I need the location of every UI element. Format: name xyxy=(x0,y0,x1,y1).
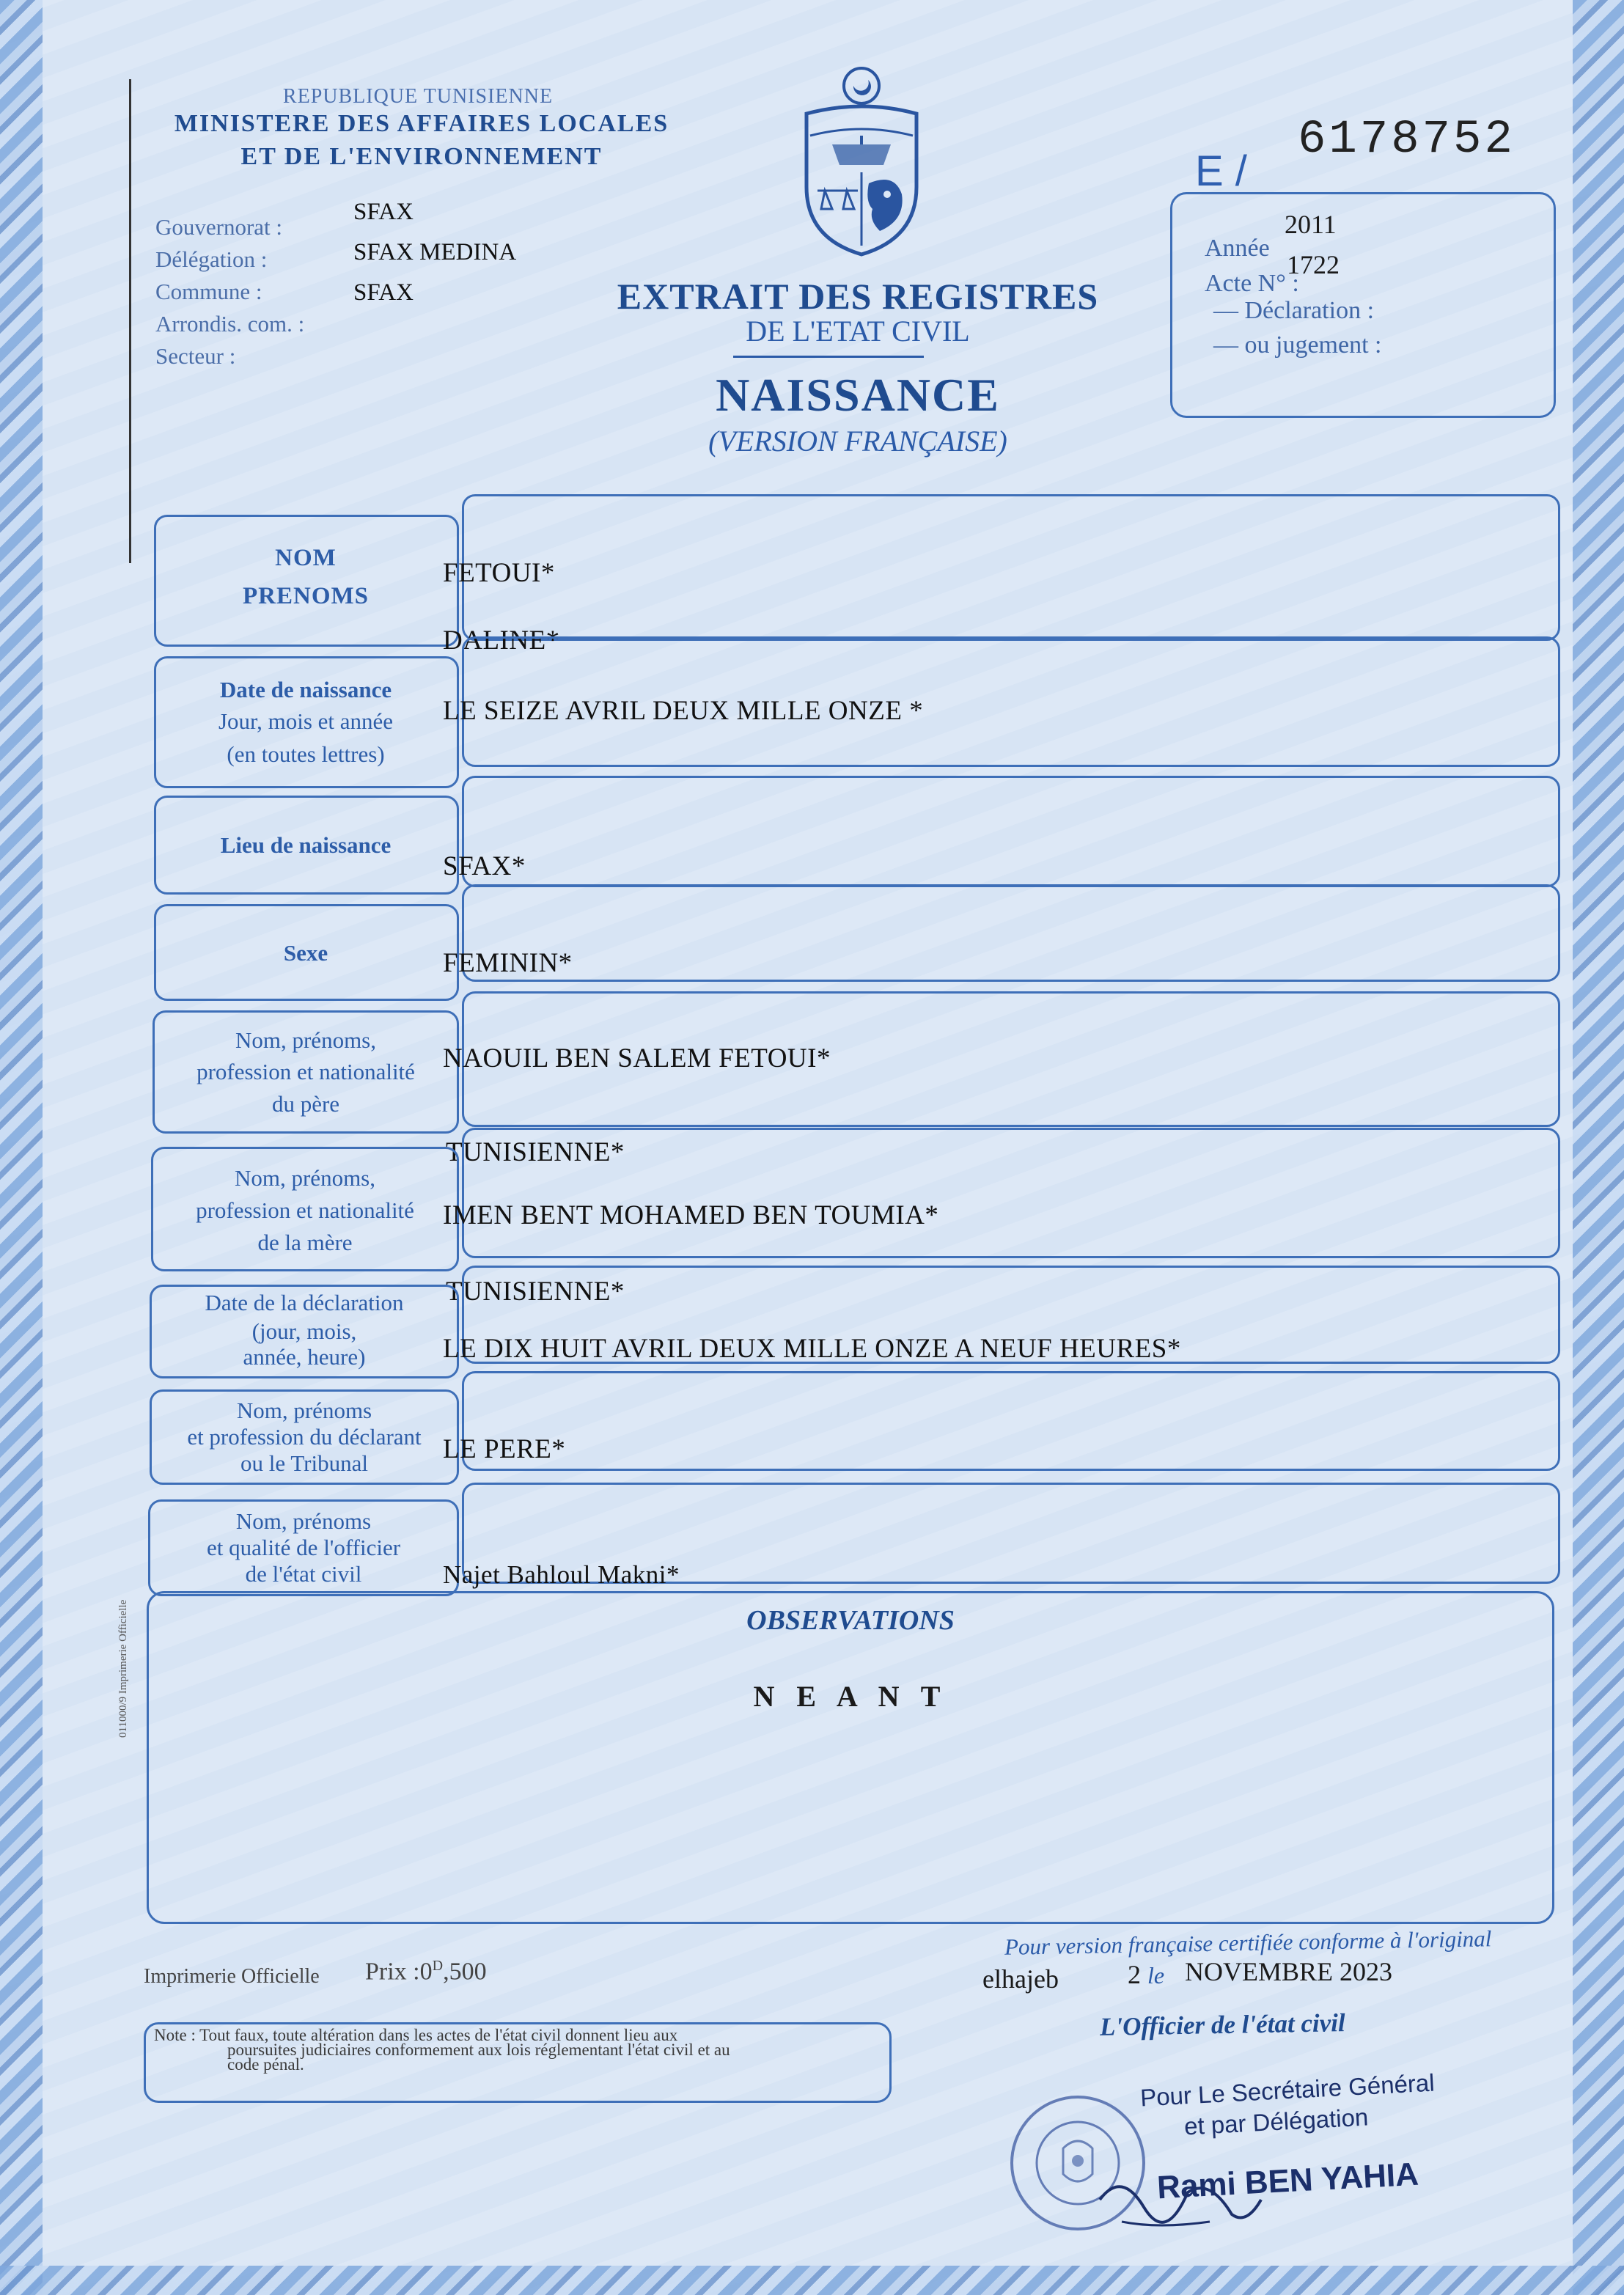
coat-of-arms-icon xyxy=(792,62,931,260)
declarant-label2: et profession du déclarant xyxy=(187,1424,422,1450)
acte-value: 1722 xyxy=(1287,250,1340,279)
nom-value-box xyxy=(462,494,1560,641)
pere-value: NAOUIL BEN SALEM FETOUI* xyxy=(443,1043,831,1073)
guilloche-border-right xyxy=(1573,0,1624,2295)
mere-value: IMEN BENT MOHAMED BEN TOUMIA* xyxy=(443,1200,939,1230)
observations-title: OBSERVATIONS xyxy=(746,1605,955,1636)
side-print-code: 011000/9 Imprimerie Officielle xyxy=(117,1599,129,1738)
date-naissance-label1: Date de naissance xyxy=(219,677,392,702)
note-line2: poursuites judiciaires conformement aux lois réglementant l'état civil et au xyxy=(227,2041,730,2059)
le-label: le xyxy=(1147,1962,1165,1989)
prix-label xyxy=(365,1958,487,1986)
annee-value: 2011 xyxy=(1285,210,1337,239)
officier-value: Najet Bahloul Makni* xyxy=(443,1560,680,1589)
delegation-value: SFAX MEDINA xyxy=(353,239,517,265)
gouvernorat-value: SFAX xyxy=(353,199,414,225)
nom-label: NOM xyxy=(275,545,337,571)
mere-value-box xyxy=(462,1128,1560,1258)
stamp-line2: et par Délégation xyxy=(1183,2103,1370,2140)
lieu-label: Lieu de naissance xyxy=(220,832,392,858)
commune-label: Commune : xyxy=(155,279,262,304)
prix-end: ,500 xyxy=(443,1958,487,1986)
date-naissance-value: LE SEIZE AVRIL DEUX MILLE ONZE * xyxy=(443,696,924,726)
officier-label2: et qualité de l'officier xyxy=(206,1535,401,1560)
title-line1: EXTRAIT DES REGISTRES xyxy=(617,276,1099,317)
sexe-label: Sexe xyxy=(283,940,328,966)
margin-rule xyxy=(129,79,131,563)
annee-label: Année xyxy=(1205,235,1270,262)
declarant-label1: Nom, prénoms xyxy=(236,1398,372,1423)
arrondis-label: Arrondis. com. : xyxy=(155,311,305,337)
serial-prefix: E / xyxy=(1195,147,1247,195)
stamp-line1: Pour Le Secrétaire Général xyxy=(1139,2068,1436,2112)
title-line2: DE L'ETAT CIVIL xyxy=(746,315,970,348)
prenoms-label: PRENOMS xyxy=(243,583,369,609)
nom-label-box xyxy=(154,515,459,647)
officier-label3: de l'état civil xyxy=(245,1561,362,1587)
sexe-value: FEMININ* xyxy=(443,948,573,978)
prenoms-value: DALINE* xyxy=(443,625,560,656)
note-text xyxy=(154,2028,887,2072)
declarant-label3: ou le Tribunal xyxy=(240,1450,368,1476)
commune-value: SFAX xyxy=(353,279,414,306)
title-version: (VERSION FRANÇAISE) xyxy=(708,425,1007,458)
mere-nationalite: TUNISIENNE* xyxy=(446,1277,625,1307)
title-main: NAISSANCE xyxy=(716,369,1000,421)
nom-value: FETOUI* xyxy=(443,558,555,588)
declarant-value-box xyxy=(462,1371,1560,1471)
declaration-label3: année, heure) xyxy=(243,1344,366,1370)
location-values xyxy=(353,192,516,313)
certified-text: Pour version française certifiée conforme à l'original xyxy=(1004,1925,1492,1960)
delegation-label: Délégation : xyxy=(155,246,268,272)
serial-number: 6178752 xyxy=(1298,114,1515,166)
pere-label1: Nom, prénoms, xyxy=(235,1027,376,1053)
observations-value: N E A N T xyxy=(753,1680,948,1713)
acte-label: Acte N° : xyxy=(1205,270,1299,297)
mere-label1: Nom, prénoms, xyxy=(234,1165,375,1191)
pere-label2: profession et nationalité xyxy=(196,1059,415,1084)
jugement-label: — ou jugement : xyxy=(1213,331,1382,359)
mere-label3: de la mère xyxy=(257,1230,353,1255)
note-line1: Note : Tout faux, toute altération dans les actes de l'état civil donnent lieu aux xyxy=(154,2026,678,2044)
date-naissance-label2: Jour, mois et année xyxy=(218,708,394,734)
observations-box xyxy=(147,1591,1554,1924)
officier-label1: Nom, prénoms xyxy=(235,1508,372,1534)
declarant-value: LE PERE* xyxy=(443,1434,566,1464)
date-naissance-label3: (en toutes lettres) xyxy=(227,741,385,767)
republic-label: REPUBLIQUE TUNISIENNE xyxy=(282,85,554,108)
note-line3: code pénal. xyxy=(227,2055,304,2074)
signature-mark xyxy=(1092,2156,1268,2236)
sexe-value-box xyxy=(462,884,1560,982)
title-underline xyxy=(733,356,924,358)
declaration-value: LE DIX HUIT AVRIL DEUX MILLE ONZE A NEUF HEURES* xyxy=(443,1334,1181,1364)
declaration-label2: (jour, mois, xyxy=(251,1318,357,1344)
declaration-label: — Déclaration : xyxy=(1213,297,1375,324)
ministry-line2: ET DE L'ENVIRONNEMENT xyxy=(240,143,603,170)
ministry-line1: MINISTERE DES AFFAIRES LOCALES xyxy=(174,110,669,137)
mere-label2: profession et nationalité xyxy=(196,1197,414,1223)
stamp-name: Rami BEN YAHIA xyxy=(1155,2156,1420,2206)
imprimerie-label: Imprimerie Officielle xyxy=(144,1965,320,1988)
pere-nationalite: TUNISIENNE* xyxy=(446,1137,625,1167)
location-labels xyxy=(155,211,304,372)
guilloche-border-bottom xyxy=(0,2266,1624,2295)
declaration-label1: Date de la déclaration xyxy=(205,1290,404,1315)
prix-sup: D xyxy=(432,1958,444,1974)
gouvernorat-label: Gouvernorat : xyxy=(155,214,283,240)
lieu-value-box xyxy=(462,776,1560,887)
place-value: elhajeb xyxy=(982,1964,1059,1994)
pere-label3: du père xyxy=(271,1091,340,1117)
day-value: 2 xyxy=(1128,1960,1141,1989)
officier-etat-civil: L'Officier de l'état civil xyxy=(1099,2008,1345,2041)
prix-text: Prix :0 xyxy=(365,1958,433,1986)
guilloche-border-left xyxy=(0,0,43,2295)
secteur-label: Secteur : xyxy=(155,343,236,369)
lieu-value: SFAX* xyxy=(443,851,526,881)
month-year-value: NOVEMBRE 2023 xyxy=(1185,1957,1393,1986)
